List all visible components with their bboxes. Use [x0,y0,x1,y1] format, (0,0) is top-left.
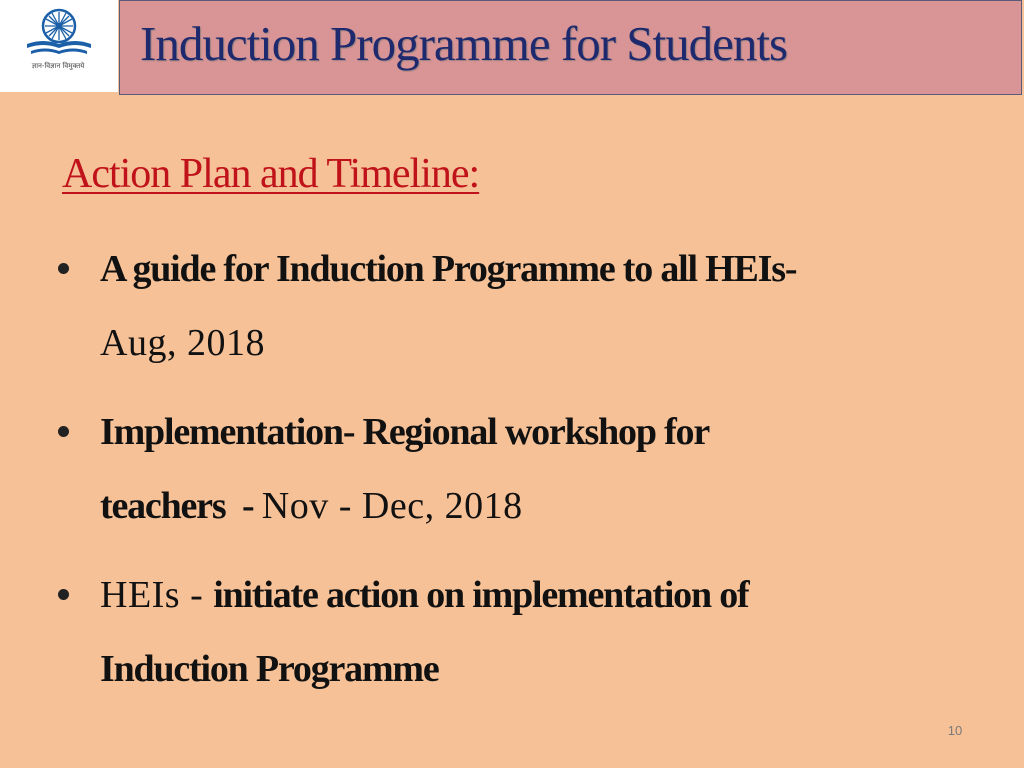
bullet-3-bold-text: initiate action on implementation of [213,574,749,616]
bullet-3-line-1 [100,570,748,620]
bullet-2-date: Nov - Dec, 2018 [261,485,523,527]
ugc-logo-icon [21,6,97,62]
page-title: Induction Programme for Students [140,16,788,71]
title-bar [119,0,1022,95]
bullet-2-line-2 [100,481,523,531]
bullet-1-bold-text: A guide for Induction Programme to all HEIs- [100,248,797,290]
section-heading: Action Plan and Timeline: [62,151,480,197]
bullet-3-normal-prefix: HEIs - [100,574,214,616]
bullet-icon [58,263,69,274]
bullet-icon [58,589,69,600]
logo-caption: ज्ञान-विज्ञान विमुक्तये [31,62,85,70]
bullet-2-bold-text: Implementation- Regional workshop for [100,411,709,453]
bullet-2-bold-suffix: teachers - [100,485,262,527]
bullet-1-date: Aug, 2018 [100,322,265,364]
bullet-1-line-1 [100,244,796,294]
bullet-3-line-2 [100,644,439,694]
bullet-3-bold-continuation: Induction Programme [100,648,439,690]
bullet-icon [58,426,69,437]
bullet-2-line-1 [100,407,709,457]
logo [0,0,118,92]
slide-number: 10 [947,723,963,738]
bullet-1-line-2 [100,318,265,368]
